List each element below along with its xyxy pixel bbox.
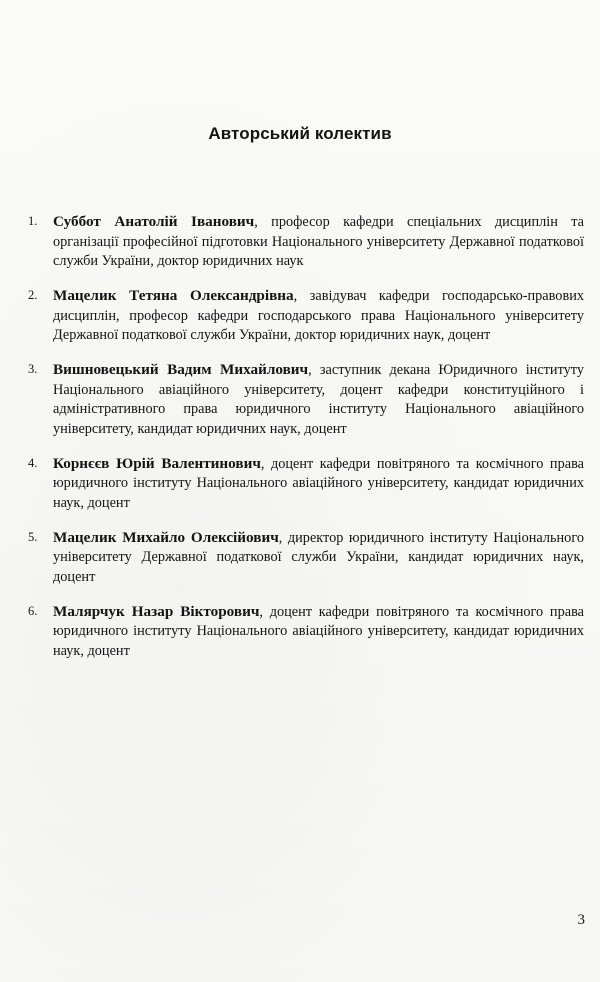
entry-number: 2. <box>28 288 38 302</box>
author-description: , директор юридичного інституту Національного університету Державної податкової служби України, кандидат юридичних наук, доцент <box>53 529 584 585</box>
entry-number: 1. <box>28 214 38 228</box>
author-entry <box>28 286 584 346</box>
author-name: Корнєєв Юрій Валентинович <box>53 454 261 472</box>
author-entry <box>28 454 584 514</box>
entry-number: 5. <box>28 529 38 544</box>
author-description: , заступник декана Юридичного інституту Національного авіаційного університету, доцент кафедри конституційного і адміністративного права юридичного інституту Національного авіаційного університету, кандидат юридичних наук, доцент <box>53 362 584 437</box>
author-description: , завідувач кафедри господарсько-правових дисциплін, професор кафедри господарського права Національного університету Державної податкової служби України, доктор юридичних наук, доцент <box>53 288 584 343</box>
author-name: Вишновецький Вадим Михайлович <box>53 361 309 378</box>
author-description: , професор кафедри спеціальних дисциплін та організації професійної підготовки Національного університету Державної податкової служби України, доктор юридичних наук <box>53 214 584 269</box>
entry-number: 6. <box>28 603 38 618</box>
author-entry <box>28 528 584 588</box>
author-name: Суббот Анатолій Іванович <box>53 213 255 230</box>
author-entry <box>28 602 584 662</box>
entry-number: 4. <box>28 455 38 470</box>
author-name: Малярчук Назар Вікторович <box>53 602 260 620</box>
author-entry <box>28 360 584 439</box>
author-entry <box>28 212 584 272</box>
page-title: Авторський колектив <box>208 124 392 143</box>
author-list <box>28 212 584 676</box>
author-description: , доцент кафедри повітряного та космічного права юридичного інституту Національного авіаційного університету, кандидат юридичних наук, доцент <box>53 603 584 659</box>
author-name: Мацелик Михайло Олексійович <box>53 528 279 546</box>
author-name: Мацелик Тетяна Олександрівна <box>53 287 294 304</box>
author-description: , доцент кафедри повітряного та космічного права юридичного інституту Національного авіаційного університету, кандидат юридичних наук, доцент <box>53 455 584 511</box>
page-number: 3 <box>577 912 585 928</box>
entry-number: 3. <box>28 362 38 376</box>
